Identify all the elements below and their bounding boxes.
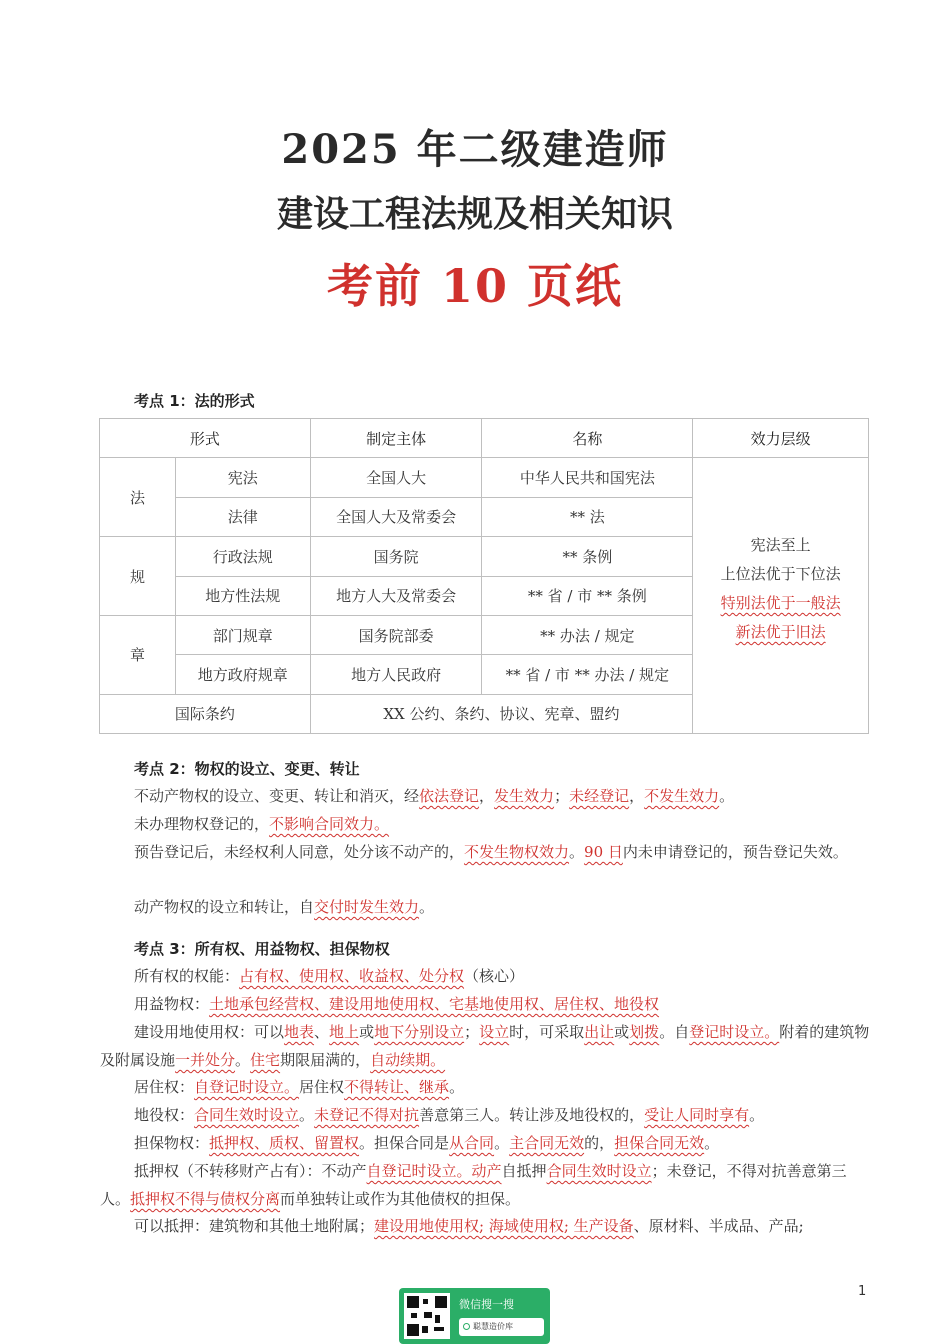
- row-name: ** 办法 / 规定: [482, 615, 693, 654]
- effect-hierarchy-cell: [693, 458, 869, 734]
- row-body: 地方人大及常委会: [310, 576, 482, 615]
- section1-heading: 考点 1：法的形式: [134, 392, 255, 410]
- section3-heading: 考点 3：所有权、用益物权、担保物权: [134, 940, 390, 958]
- header-form: 形式: [100, 419, 311, 458]
- treaty-form: 国际条约: [100, 694, 311, 733]
- row-body: 地方人民政府: [310, 655, 482, 694]
- header-name: 名称: [482, 419, 693, 458]
- row-form: 地方性法规: [175, 576, 310, 615]
- treaty-name: XX 公约、条约、协议、宪章、盟约: [310, 694, 692, 733]
- group-rule: 章: [100, 615, 176, 694]
- paragraph: 用益物权：土地承包经营权、建设用地使用权、宅基地使用权、居住权、地役权: [134, 995, 660, 1013]
- paragraph: 不动产物权的设立、变更、转让和消灭，经依法登记，发生效力；未经登记，不发生效力。: [134, 787, 735, 805]
- row-body: 国务院: [310, 537, 482, 576]
- paragraph: 预告登记后，未经权利人同意，处分该不动产的，不发生物权效力。90 日内未申请登记的，预告登记失效。: [134, 843, 848, 861]
- wechat-search-badge[interactable]: [399, 1288, 550, 1344]
- paragraph: 担保物权：抵押权、质权、留置权。担保合同是从合同。主合同无效的，担保合同无效。: [134, 1134, 720, 1152]
- row-form: 法律: [175, 497, 310, 536]
- effect-line-highlight: 新法优于旧法: [735, 622, 826, 641]
- effect-line: 宪法至上: [750, 535, 811, 554]
- effect-line: 上位法优于下位法: [720, 564, 841, 583]
- group-regulation: 规: [100, 537, 176, 616]
- row-name: ** 省 / 市 ** 条例: [482, 576, 693, 615]
- page-number: 1: [858, 1284, 867, 1299]
- row-name: ** 条例: [482, 537, 693, 576]
- paragraph: 建设用地使用权：可以地表、地上或地下分别设立；设立时，可采取出让或划拨。自登记时设立。附着的建筑物及附属设施一并处分。住宅期限届满的，自动续期。: [100, 1023, 870, 1069]
- paragraph: 居住权：自登记时设立。居住权不得转让、继承。: [134, 1078, 465, 1096]
- row-name: 中华人民共和国宪法: [482, 458, 693, 497]
- row-form: 行政法规: [175, 537, 310, 576]
- title-year: 2025 年二级建造师: [281, 126, 669, 173]
- row-body: 国务院部委: [310, 615, 482, 654]
- qr-code-icon: [404, 1293, 450, 1339]
- row-name: ** 法: [482, 497, 693, 536]
- paragraph: 所有权的权能：占有权、使用权、收益权、处分权（核心）: [134, 967, 525, 985]
- title-subject: 建设工程法规及相关知识: [276, 194, 673, 235]
- paragraph: 抵押权（不转移财产占有）：不动产自登记时设立。动产自抵押合同生效时设立；未登记，不得对抗善意第三人。抵押权不得与债权分离而单独转让或作为其他债权的担保。: [100, 1162, 847, 1208]
- group-law: 法: [100, 458, 176, 537]
- paragraph: 地役权：合同生效时设立。未登记不得对抗善意第三人。转让涉及地役权的，受让人同时享有。: [134, 1106, 765, 1124]
- row-form: 部门规章: [175, 615, 310, 654]
- table-header-row: [100, 419, 869, 458]
- row-form: 地方政府规章: [175, 655, 310, 694]
- title-ten-pages: 考前 10 页纸: [326, 259, 624, 313]
- table-row: [100, 458, 869, 497]
- paragraph: 可以抵押：建筑物和其他土地附属；建设用地使用权; 海域使用权; 生产设备、原材料、半成品、产品;: [134, 1217, 804, 1235]
- row-form: 宪法: [175, 458, 310, 497]
- row-body: 全国人大及常委会: [310, 497, 482, 536]
- wechat-search-field[interactable]: 聪慧造价库: [459, 1318, 544, 1336]
- header-effect: 效力层级: [693, 419, 869, 458]
- wechat-label: 微信搜一搜: [459, 1298, 514, 1311]
- header-body: 制定主体: [310, 419, 482, 458]
- row-body: 全国人大: [310, 458, 482, 497]
- law-forms-table: [99, 418, 869, 734]
- paragraph: 未办理物权登记的，不影响合同效力。: [134, 815, 390, 833]
- section2-heading: 考点 2：物权的设立、变更、转让: [134, 760, 360, 778]
- row-name: ** 省 / 市 ** 办法 / 规定: [482, 655, 693, 694]
- paragraph: 动产物权的设立和转让，自交付时发生效力。: [134, 898, 435, 916]
- effect-line-highlight: 特别法优于一般法: [720, 593, 841, 612]
- search-icon: [463, 1323, 470, 1330]
